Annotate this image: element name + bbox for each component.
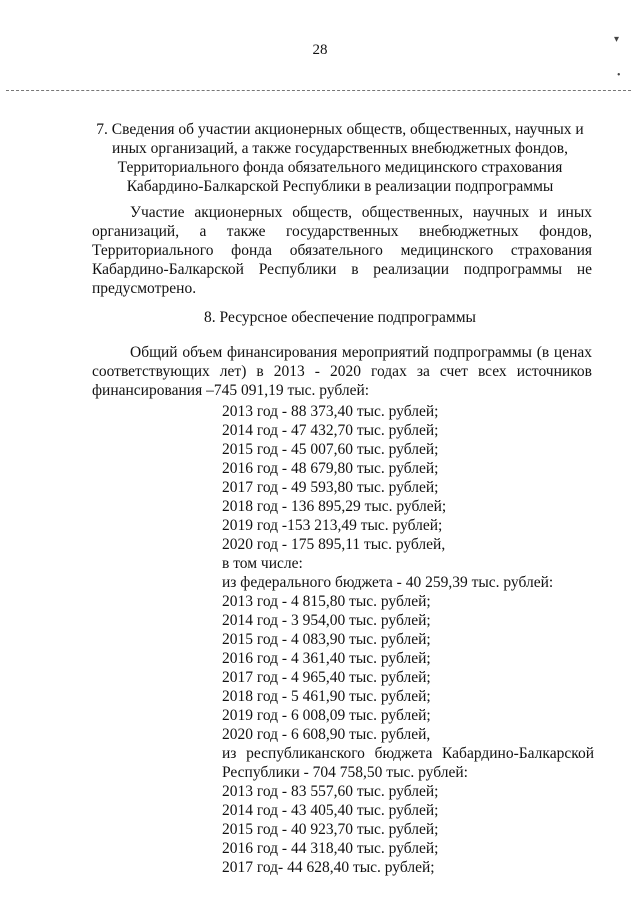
scan-mark: ▾ xyxy=(614,34,620,45)
republic-year-item: 2013 год - 83 557,60 тыс. рублей; xyxy=(222,783,439,800)
paragraph-line: Участие акционерных обществ, общественных, научных и иных xyxy=(130,204,592,221)
paragraph-line: предусмотрено. xyxy=(92,280,197,297)
section-8-intro xyxy=(92,343,592,400)
federal-year-item: 2020 год - 6 608,90 тыс. рублей, xyxy=(222,726,431,743)
paragraph-line: финансирования –745 091,19 тыс. рублей: xyxy=(92,382,370,399)
total-year-item: 2014 год - 47 432,70 тыс. рублей; xyxy=(222,422,439,439)
scan-mark: • xyxy=(617,70,621,81)
republic-year-item: 2016 год - 44 318,40 тыс. рублей; xyxy=(222,840,439,857)
republic-year-item: 2017 год- 44 628,40 тыс. рублей; xyxy=(222,859,435,876)
total-year-item: 2019 год -153 213,49 тыс. рублей; xyxy=(222,517,443,534)
federal-year-item: 2019 год - 6 008,09 тыс. рублей; xyxy=(222,707,431,724)
federal-year-item: 2015 год - 4 083,90 тыс. рублей; xyxy=(222,631,431,648)
section-7-paragraph xyxy=(92,203,592,298)
header-divider xyxy=(6,90,631,91)
federal-year-item: 2013 год - 4 815,80 тыс. рублей; xyxy=(222,593,431,610)
title-line: Кабардино-Балкарской Республики в реализации подпрограммы xyxy=(126,178,554,195)
section-7-title xyxy=(80,120,600,196)
section-8-title: 8. Ресурсное обеспечение подпрограммы xyxy=(204,309,476,326)
paragraph-line: соответствующих лет) в 2013 - 2020 годах за счет всех источников xyxy=(92,363,592,380)
federal-year-item: 2014 год - 3 954,00 тыс. рублей; xyxy=(222,612,431,629)
republic-budget-label: из республиканского бюджета Кабардино-Балкарской xyxy=(222,745,594,762)
page-number: 28 xyxy=(312,42,328,58)
paragraph-line: Общий объем финансирования мероприятий подпрограммы (в ценах xyxy=(130,344,592,361)
financing-list xyxy=(222,402,594,877)
title-line: иных организаций, а также государственных внебюджетных фондов, xyxy=(112,140,568,157)
federal-year-item: 2016 год - 4 361,40 тыс. рублей; xyxy=(222,650,431,667)
total-year-item: 2020 год - 175 895,11 тыс. рублей, xyxy=(222,536,446,553)
republic-budget-label: Республики - 704 758,50 тыс. рублей: xyxy=(222,764,468,781)
federal-year-item: 2018 год - 5 461,90 тыс. рублей; xyxy=(222,688,431,705)
total-year-item: 2016 год - 48 679,80 тыс. рублей; xyxy=(222,460,439,477)
total-year-item: 2015 год - 45 007,60 тыс. рублей; xyxy=(222,441,439,458)
paragraph-line: Территориального фонда обязательного медицинского страхования xyxy=(92,242,592,259)
including-label: в том числе: xyxy=(222,555,303,572)
paragraph-line: организаций, а также государственных внебюджетных фондов, xyxy=(92,223,592,240)
title-line: 7. Сведения об участии акционерных обществ, общественных, научных и xyxy=(96,121,584,138)
title-line: Территориального фонда обязательного медицинского страхования xyxy=(117,159,563,176)
paragraph-line: Кабардино-Балкарской Республики в реализации подпрограммы не xyxy=(92,261,592,278)
federal-budget-label: из федерального бюджета - 40 259,39 тыс. рублей: xyxy=(222,574,554,591)
federal-year-item: 2017 год - 4 965,40 тыс. рублей; xyxy=(222,669,431,686)
total-year-item: 2017 год - 49 593,80 тыс. рублей; xyxy=(222,479,439,496)
total-year-item: 2013 год - 88 373,40 тыс. рублей; xyxy=(222,403,439,420)
republic-year-item: 2014 год - 43 405,40 тыс. рублей; xyxy=(222,802,439,819)
republic-year-item: 2015 год - 40 923,70 тыс. рублей; xyxy=(222,821,439,838)
total-year-item: 2018 год - 136 895,29 тыс. рублей; xyxy=(222,498,447,515)
